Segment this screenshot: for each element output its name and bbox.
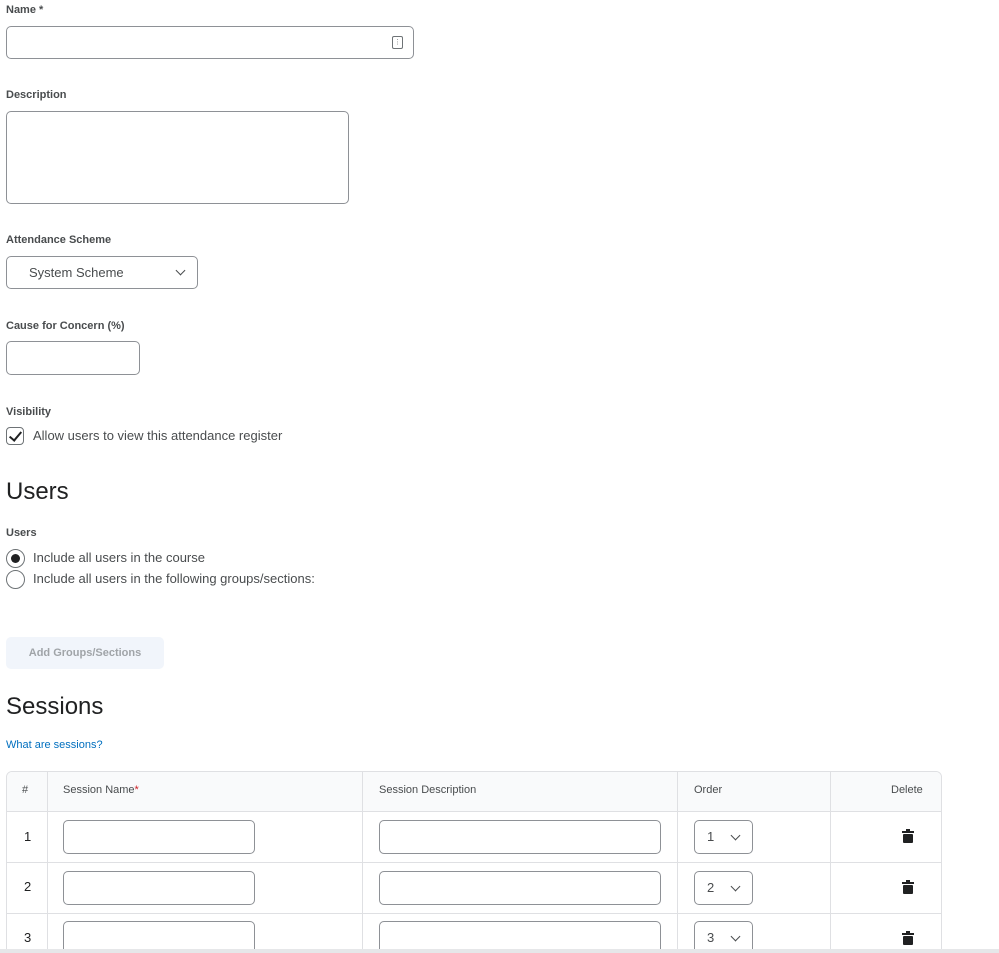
language-icon[interactable]: ⋮ [392, 36, 403, 49]
trash-icon[interactable] [902, 880, 914, 894]
column-header-delete: Delete [891, 784, 923, 796]
trash-icon[interactable] [902, 829, 914, 843]
column-header-session-description: Session Description [379, 784, 477, 796]
required-marker: * [134, 784, 139, 796]
order-select[interactable] [694, 871, 753, 905]
row-number: 3 [24, 930, 32, 945]
radio-all-users-label: Include all users in the course [33, 550, 205, 565]
scheme-label: Attendance Scheme [6, 234, 112, 246]
radio-groups-sections[interactable] [6, 570, 25, 589]
table-row [7, 913, 942, 953]
description-textarea[interactable] [6, 111, 349, 204]
session-description-input[interactable] [379, 871, 661, 905]
session-name-input[interactable] [63, 871, 255, 905]
visibility-label: Visibility [6, 406, 52, 418]
order-select-value: 2 [707, 880, 715, 895]
row-number: 2 [24, 879, 32, 894]
what-are-sessions-link[interactable]: What are sessions? [6, 739, 103, 751]
column-header-session-name [63, 784, 139, 796]
column-header-order: Order [694, 784, 723, 796]
description-label: Description [6, 89, 67, 101]
chevron-down-icon [731, 882, 741, 892]
chevron-down-icon [176, 266, 186, 276]
checkmark-icon [9, 428, 22, 442]
order-select[interactable] [694, 820, 753, 854]
table-row [7, 863, 942, 914]
chevron-down-icon [731, 831, 741, 841]
concern-label: Cause for Concern (%) [6, 320, 125, 332]
order-select-value: 1 [707, 829, 715, 844]
scheme-select-value: System Scheme [29, 265, 124, 280]
session-description-input[interactable] [379, 820, 661, 854]
visibility-option-label: Allow users to view this attendance register [33, 428, 283, 443]
bottom-scroll-edge [0, 949, 999, 953]
chevron-down-icon [731, 932, 741, 942]
radio-groups-sections-label: Include all users in the following groups/sections: [33, 571, 315, 586]
users-heading: Users [6, 478, 69, 505]
concern-input[interactable] [6, 341, 140, 375]
users-label: Users [6, 527, 37, 539]
row-number: 1 [24, 829, 32, 844]
column-header-session-name-text: Session Name [63, 784, 135, 796]
radio-all-users[interactable] [6, 549, 25, 568]
trash-icon[interactable] [902, 931, 914, 945]
radio-selected-dot [11, 554, 20, 563]
scheme-select[interactable] [6, 256, 198, 289]
name-label: Name * [6, 4, 44, 16]
sessions-heading: Sessions [6, 693, 104, 720]
name-input[interactable] [6, 26, 414, 59]
visibility-checkbox[interactable] [6, 427, 24, 445]
column-header-number: # [22, 784, 29, 796]
session-name-input[interactable] [63, 820, 255, 854]
table-header [7, 772, 942, 812]
order-select-value: 3 [707, 930, 715, 945]
add-groups-sections-button[interactable]: Add Groups/Sections [6, 637, 164, 669]
table-row [7, 812, 942, 863]
sessions-table [6, 771, 942, 953]
